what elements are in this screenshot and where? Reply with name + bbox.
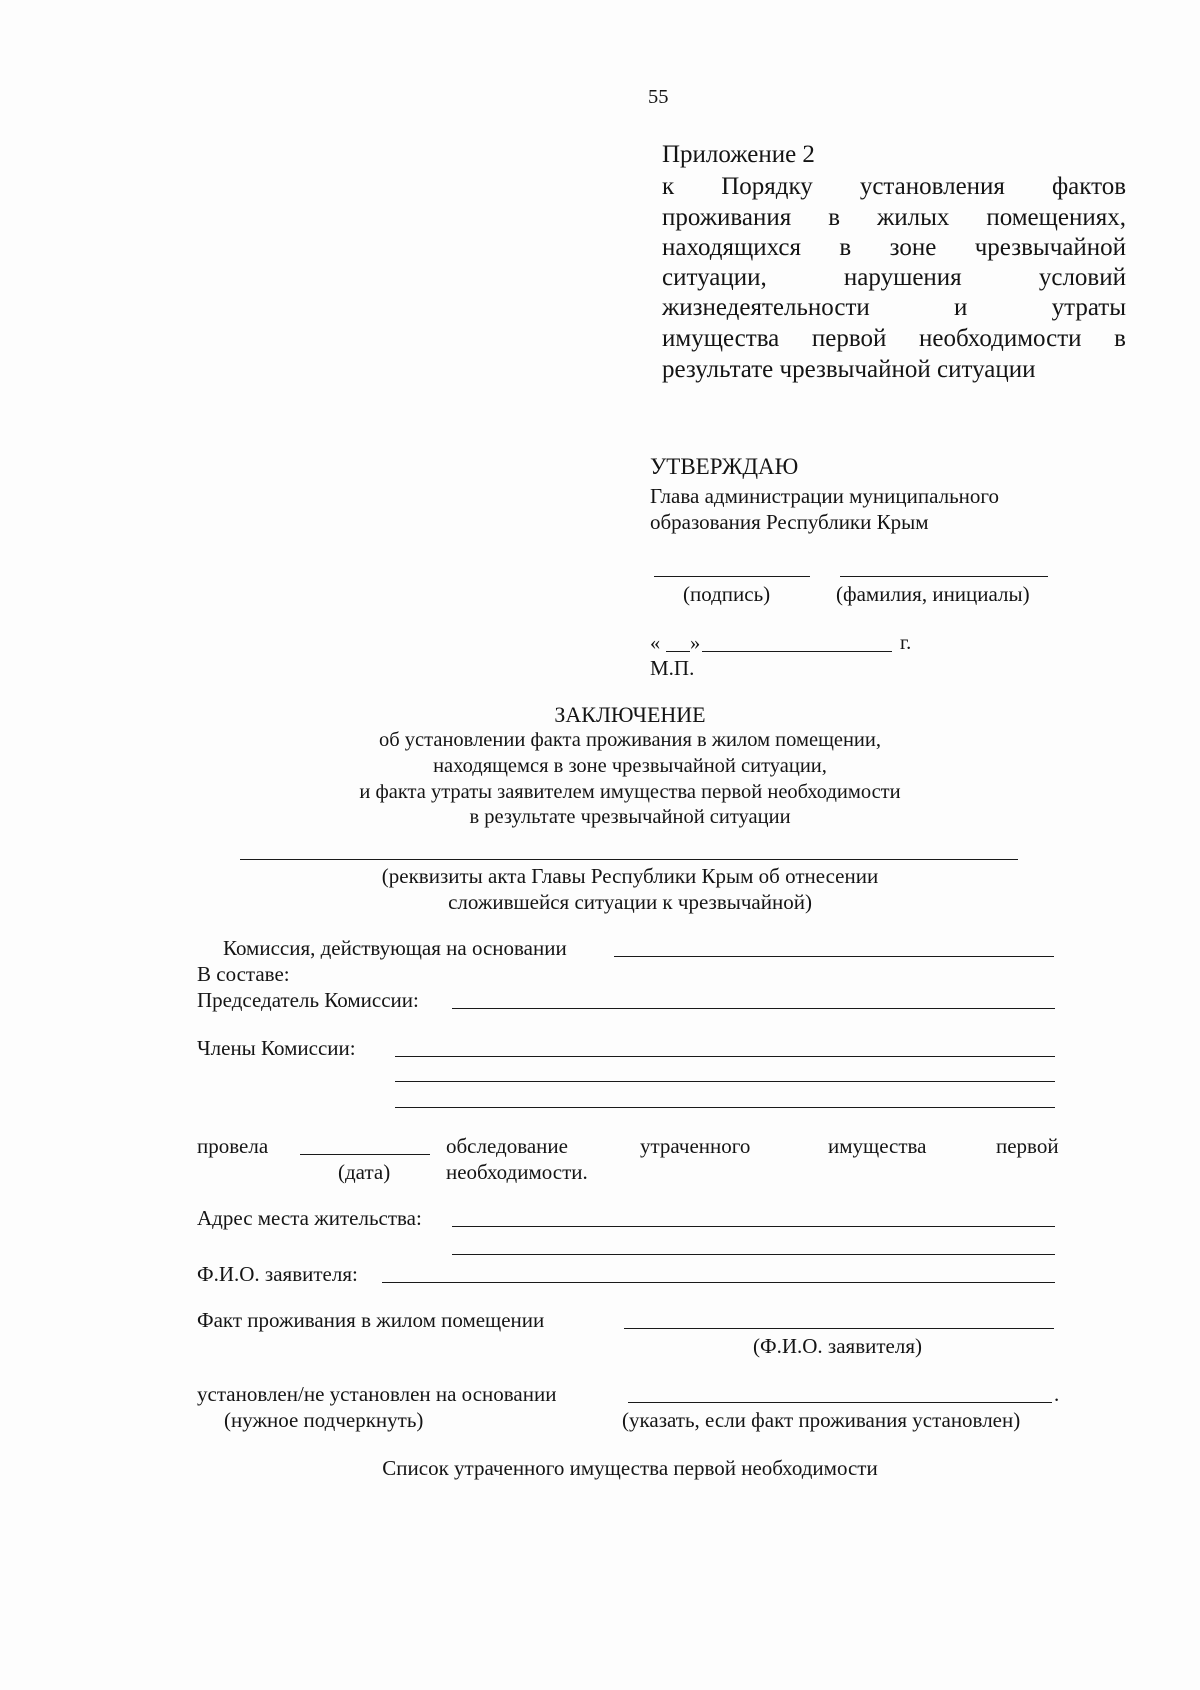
act-details-line[interactable]: [240, 859, 1018, 860]
name-caption: (фамилия, инициалы): [836, 582, 1030, 606]
year-suffix: г.: [900, 632, 912, 654]
conclusion-subtitle: находящемся в зоне чрезвычайной ситуации,: [433, 755, 827, 777]
signature-caption: (подпись): [683, 582, 771, 606]
appendix-line: к Порядку установления фактов: [662, 173, 1126, 200]
appendix-title: Приложение 2: [662, 141, 815, 168]
act-caption: (реквизиты акта Главы Республики Крым об отнесении: [381, 864, 879, 888]
underline-note: (нужное подчеркнуть): [224, 1408, 424, 1432]
composition-label: В составе:: [197, 962, 290, 986]
name-line[interactable]: [840, 576, 1048, 577]
survey-date-line[interactable]: [300, 1154, 430, 1155]
conclusion-subtitle: об установлении факта проживания в жилом помещении,: [378, 729, 881, 751]
specify-note: (указать, если факт проживания установлен): [622, 1408, 1021, 1432]
signature-line[interactable]: [654, 576, 810, 577]
commission-basis-label: Комиссия, действующая на основании: [223, 936, 567, 960]
act-caption: сложившейся ситуации к чрезвычайной): [448, 890, 812, 914]
member-line-3[interactable]: [395, 1107, 1055, 1108]
necessity-label: необходимости.: [446, 1160, 588, 1184]
conclusion-title: ЗАКЛЮЧЕНИЕ: [554, 702, 706, 727]
established-label: установлен/не установлен на основании: [197, 1382, 557, 1406]
address-label: Адрес места жительства:: [197, 1206, 422, 1230]
appendix-line: ситуации, нарушения условий: [662, 264, 1126, 291]
survey-word: имущества: [828, 1134, 927, 1158]
conclusion-subtitle: в результате чрезвычайной ситуации: [469, 806, 791, 828]
month-line[interactable]: [702, 651, 892, 652]
chairman-label: Председатель Комиссии:: [197, 988, 419, 1012]
appendix-line: жизнедеятельности и утраты: [662, 294, 1126, 321]
survey-word: утраченного: [640, 1134, 751, 1158]
approval-position: образования Республики Крым: [650, 510, 929, 534]
seal-label: М.П.: [650, 656, 695, 680]
day-line[interactable]: [666, 651, 690, 652]
chairman-line[interactable]: [452, 1008, 1055, 1009]
member-line-2[interactable]: [395, 1081, 1055, 1082]
commission-basis-line[interactable]: [614, 956, 1054, 957]
applicant-name-line[interactable]: [382, 1282, 1055, 1283]
appendix-line: имущества первой необходимости в: [662, 325, 1126, 352]
residence-applicant-line[interactable]: [624, 1328, 1054, 1329]
conclusion-subtitle: и факта утраты заявителем имущества первой необходимости: [359, 781, 901, 803]
applicant-name-label: Ф.И.О. заявителя:: [197, 1262, 358, 1286]
date-quote-open: «: [650, 632, 661, 654]
page-number: 55: [648, 86, 669, 108]
date-quote-close: »: [690, 632, 701, 654]
property-list-title: Список утраченного имущества первой необходимости: [382, 1456, 878, 1480]
appendix-line: проживания в жилых помещениях,: [662, 204, 1126, 231]
member-line-1[interactable]: [395, 1056, 1055, 1057]
appendix-line: находящихся в зоне чрезвычайной: [662, 234, 1126, 261]
applicant-caption: (Ф.И.О. заявителя): [753, 1334, 922, 1358]
approval-position: Глава администрации муниципального: [650, 484, 999, 508]
members-label: Члены Комиссии:: [197, 1036, 356, 1060]
established-basis-line[interactable]: [628, 1402, 1052, 1403]
appendix-line: результате чрезвычайной ситуации: [662, 356, 1036, 383]
address-line-2[interactable]: [452, 1254, 1055, 1255]
sentence-period: .: [1054, 1382, 1060, 1406]
conducted-label: провела: [197, 1134, 269, 1158]
residence-fact-label: Факт проживания в жилом помещении: [197, 1308, 545, 1332]
survey-word: первой: [996, 1134, 1059, 1158]
address-line-1[interactable]: [452, 1226, 1055, 1227]
approval-title: УТВЕРЖДАЮ: [650, 454, 799, 479]
date-caption: (дата): [338, 1160, 391, 1184]
survey-word: обследование: [446, 1134, 568, 1158]
